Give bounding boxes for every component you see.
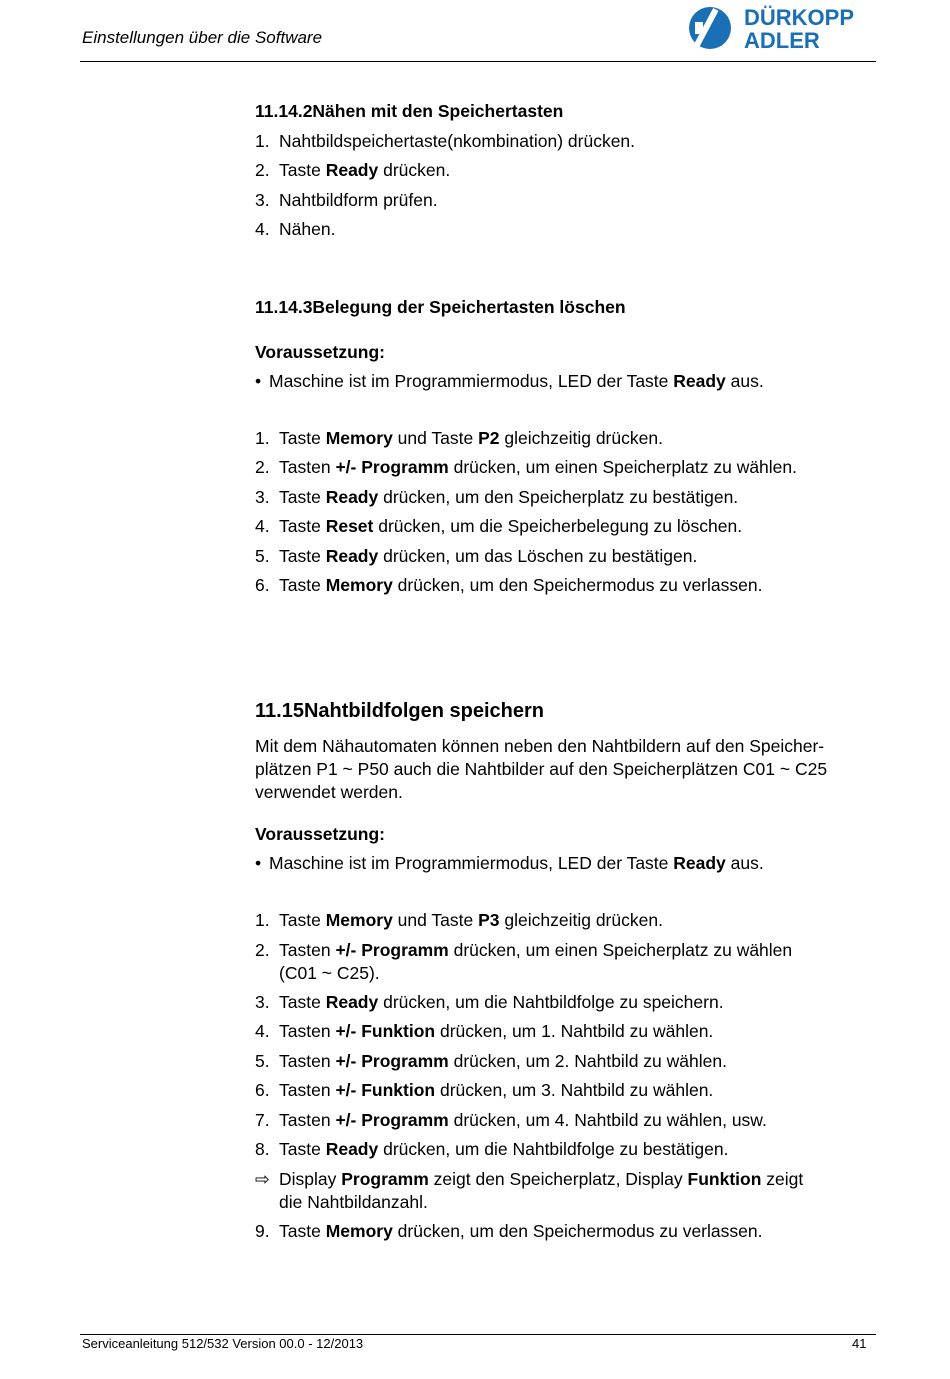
step-number: 2. [255,160,270,180]
step-number: 2. [255,940,270,960]
prerequisite-text: Maschine ist im Programmiermodus, LED der Taste Ready aus. [269,853,764,873]
durkopp-adler-logo [686,4,876,52]
step-text: Taste Ready drücken, um die Nahtbildfolge zu bestätigen. [279,1139,729,1159]
step-number: 2. [255,457,270,477]
step-text: Taste Memory drücken, um den Speichermodus zu verlassen. [279,1221,763,1241]
step-number: 4. [255,1021,270,1041]
step-text: Taste Memory und Taste P3 gleichzeitig drücken. [279,910,663,930]
step-text: Tasten +/- Funktion drücken, um 1. Nahtbild zu wählen. [279,1021,714,1041]
logo-text-top: DÜRKOPP [744,5,855,30]
step-number: 6. [255,575,270,595]
bullet: • [255,371,262,391]
step-text: Taste Memory drücken, um den Speichermodus zu verlassen. [279,575,763,595]
intro-line: plätzen P1 ~ P50 auch die Nahtbilder auf den Speicherplätzen C01 ~ C25 [255,759,828,779]
step-text: Taste Reset drücken, um die Speicherbelegung zu löschen. [279,516,743,536]
step-text: Taste Ready drücken. [279,160,451,180]
step-text: Tasten +/- Funktion drücken, um 3. Nahtbild zu wählen. [279,1080,714,1100]
step-number: 4. [255,219,270,239]
step-number: 8. [255,1139,270,1159]
intro-line: Mit dem Nähautomaten können neben den Nahtbildern auf den Speicher- [255,736,825,756]
footer-document-info: Serviceanleitung 512/532 Version 00.0 - 12/2013 [82,1336,364,1351]
bullet: • [255,853,262,873]
step-text: Tasten +/- Programm drücken, um einen Speicherplatz zu wählen [279,940,793,960]
step-text: Taste Memory und Taste P2 gleichzeitig drücken. [279,428,663,448]
step-text: (C01 ~ C25). [279,963,380,983]
result-arrow-icon: ⇨ [255,1169,270,1189]
prerequisite-text: Maschine ist im Programmiermodus, LED der Taste Ready aus. [269,371,764,391]
footer-rule [80,1334,876,1335]
step-number: 1. [255,131,270,151]
step-number: 7. [255,1110,270,1130]
prerequisite-label: Voraussetzung: [255,824,385,844]
step-number: 1. [255,910,270,930]
header-rule [80,61,876,62]
step-number: 5. [255,546,270,566]
step-text: Nahtbildspeichertaste(nkombination) drücken. [279,131,636,151]
step-text: Tasten +/- Programm drücken, um 4. Nahtbild zu wählen, usw. [279,1110,767,1130]
section-heading-11-15: 11.15Nahtbildfolgen speichern [255,700,544,722]
result-text: die Nahtbildanzahl. [279,1192,428,1212]
header-title: Einstellungen über die Software [82,28,323,47]
step-number: 1. [255,428,270,448]
step-number: 5. [255,1051,270,1071]
result-text: Display Programm zeigt den Speicherplatz, Display Funktion zeigt [279,1169,804,1189]
step-number: 4. [255,516,270,536]
logo-text-bottom: ADLER [744,28,820,52]
step-number: 3. [255,487,270,507]
step-text: Nähen. [279,219,336,239]
step-number: 9. [255,1221,270,1241]
step-text: Taste Ready drücken, um das Löschen zu bestätigen. [279,546,698,566]
step-number: 3. [255,992,270,1012]
step-number: 6. [255,1080,270,1100]
step-text: Tasten +/- Programm drücken, um 2. Nahtbild zu wählen. [279,1051,727,1071]
prerequisite-label: Voraussetzung: [255,342,385,362]
step-text: Taste Ready drücken, um die Nahtbildfolge zu speichern. [279,992,724,1012]
step-text: Tasten +/- Programm drücken, um einen Speicherplatz zu wählen. [279,457,798,477]
page-number: 41 [852,1336,867,1351]
step-text: Nahtbildform prüfen. [279,190,438,210]
step-text: Taste Ready drücken, um den Speicherplatz zu bestätigen. [279,487,739,507]
intro-line: verwendet werden. [255,782,403,802]
section-heading-11-14-3: 11.14.3Belegung der Speichertasten löschen [255,297,626,317]
step-number: 3. [255,190,270,210]
section-heading-11-14-2: 11.14.2Nähen mit den Speichertasten [255,101,564,121]
